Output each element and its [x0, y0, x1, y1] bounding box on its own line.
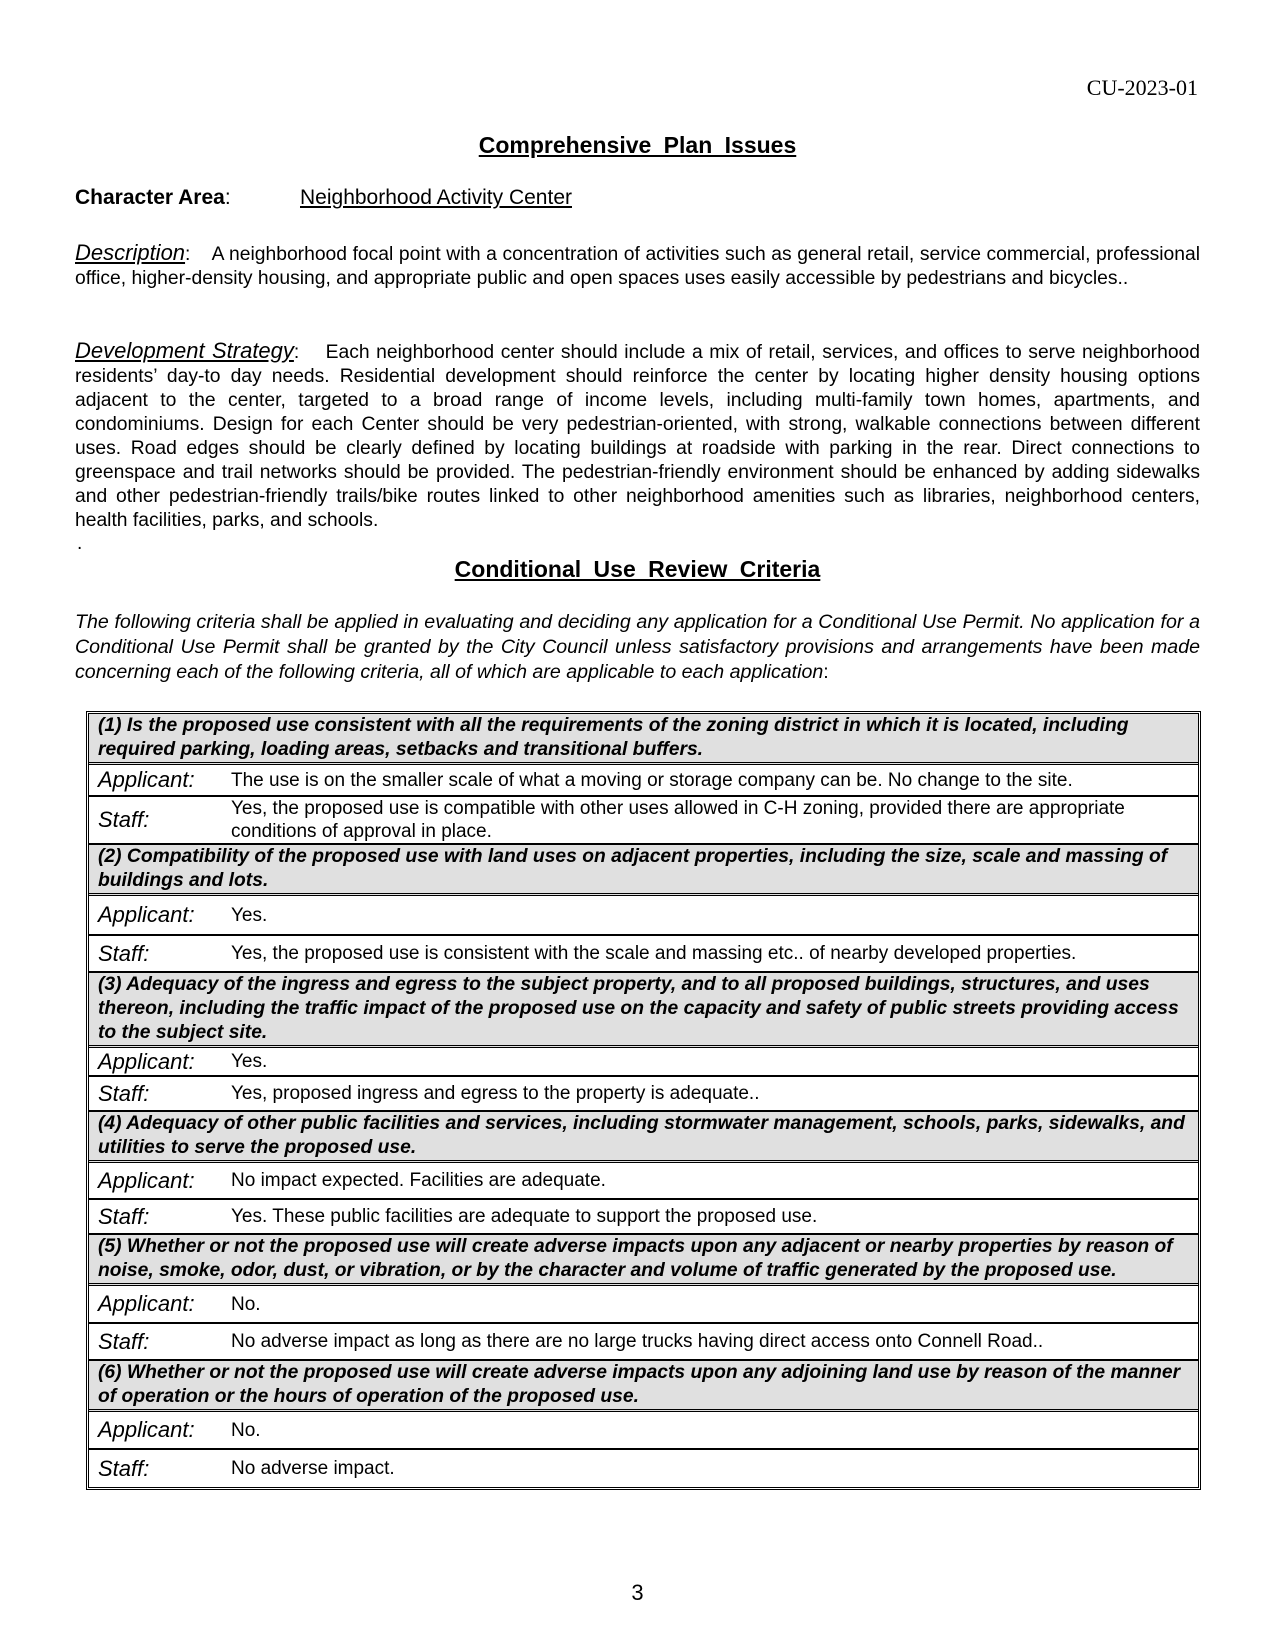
applicant-response: No.: [222, 1412, 1198, 1450]
staff-response: No adverse impact.: [222, 1450, 1198, 1487]
staff-response: Yes. These public facilities are adequate to support the proposed use.: [222, 1200, 1198, 1235]
staff-response: No adverse impact as long as there are no large trucks having direct access onto Connell Road..: [222, 1324, 1198, 1361]
applicant-response: The use is on the smaller scale of what a moving or storage company can be. No change to the site.: [222, 765, 1198, 797]
staff-row: [89, 797, 1198, 845]
criterion-text: (1) Is the proposed use consistent with all the requirements of the zoning district in which it is located, including required parking, loading areas, setbacks and transitional buffers.: [89, 714, 1198, 765]
development-strategy-label: Development Strategy: [75, 338, 294, 363]
staff-response: Yes, the proposed use is compatible with other uses allowed in C-H zoning, provided there are appropriate conditions of approval in place.: [222, 797, 1198, 845]
description-text: A neighborhood focal point with a concentration of activities such as general retail, service commercial, professional office, higher-density housing, and appropriate public and open spaces uses easily accessible by pedestrians and bicycles..: [75, 244, 1200, 289]
applicant-row: [89, 765, 1198, 797]
criterion-row: [89, 1112, 1198, 1163]
description-label: Description: [75, 240, 186, 265]
review-intro-text: The following criteria shall be applied in evaluating and deciding any application for a Conditional Use Permit. No application for a Conditional Use Permit shall be granted by the City Council unless satisfactory provisions and arrangements have been made concerning each of the following criteria, all of which are applicable to each application: [75, 611, 1200, 683]
criterion-row: [89, 1361, 1198, 1412]
criterion-row: [89, 973, 1198, 1048]
development-strategy-text: Each neighborhood center should include a mix of retail, services, and offices to serve neighborhood residents’ day-to day needs. Residential development should reinforce the center by locating higher density housing options adjacent to the center, targeted to a broad range of income levels, including multi-family town homes, apartments, and condominiums. Design for each Center should be very pedestrian-oriented, with strong, walkable connections between different uses. Road edges should be clearly defined by locating buildings at roadside with parking in the rear. Direct connections to greenspace and trail networks should be provided. The pedestrian-friendly environment should be enhanced by adding sidewalks and other pedestrian-friendly trails/bike routes linked to other neighborhood amenities such as libraries, neighborhood centers, health facilities, parks, and schools.: [75, 342, 1200, 531]
review-criteria-heading: Conditional Use Review Criteria: [454, 556, 821, 582]
criterion-text: (6) Whether or not the proposed use will create adverse impacts upon any adjoining land use by reason of the manner of operation or the hours of operation of the proposed use.: [89, 1361, 1198, 1412]
criterion-text: (4) Adequacy of other public facilities and services, including stormwater management, schools, parks, sidewalks, and utilities to serve the proposed use.: [89, 1112, 1198, 1163]
character-area-label: Character Area: [75, 186, 225, 209]
applicant-label: Applicant:: [89, 1412, 222, 1450]
applicant-row: [89, 1048, 1198, 1077]
comprehensive-plan-heading: Comprehensive Plan Issues: [478, 132, 797, 158]
applicant-row: [89, 896, 1198, 936]
description-paragraph: Description: A neighborhood focal point with a concentration of activities such as general retail, service commercial, professional office, higher-density housing, and appropriate public and open spaces uses easily accessible by pedestrians and bicycles..: [75, 240, 1200, 289]
applicant-label: Applicant:: [89, 1048, 222, 1077]
staff-label: Staff:: [89, 1450, 222, 1487]
applicant-response: Yes.: [222, 1048, 1198, 1077]
staff-row: [89, 1324, 1198, 1361]
character-area: [75, 186, 572, 210]
staff-row: [89, 1450, 1198, 1487]
review-intro-colon: :: [823, 661, 829, 683]
development-strategy-paragraph: Development Strategy: Each neighborhood center should include a mix of retail, services, and offices to serve neighborhood residents’ day-to day needs. Residential development should reinforce the center by locating higher density housing options adjacent to the center, targeted to a broad range of income levels, including multi-family town homes, apartments, and condominiums. Design for each Center should be very pedestrian-oriented, with strong, walkable connections between different uses. Road edges should be clearly defined by locating buildings at roadside with parking in the rear. Direct connections to greenspace and trail networks should be provided. The pedestrian-friendly environment should be enhanced by adding sidewalks and other pedestrian-friendly trails/bike routes linked to other neighborhood amenities such as libraries, neighborhood centers, health facilities, parks, and schools.: [75, 338, 1200, 531]
staff-response: Yes, proposed ingress and egress to the property is adequate..: [222, 1077, 1198, 1112]
staff-response: Yes, the proposed use is consistent with the scale and massing etc.. of nearby developed properties.: [222, 936, 1198, 973]
page-number: 3: [631, 1580, 644, 1605]
applicant-row: [89, 1412, 1198, 1450]
staff-row: [89, 936, 1198, 973]
case-number: CU-2023-01: [1086, 75, 1198, 100]
criterion-row: [89, 714, 1198, 765]
criteria-table-body: [89, 714, 1198, 1487]
staff-label: Staff:: [89, 936, 222, 973]
staff-label: Staff:: [89, 1324, 222, 1361]
applicant-label: Applicant:: [89, 765, 222, 797]
criteria-table: [86, 711, 1201, 1490]
applicant-row: [89, 1163, 1198, 1200]
staff-row: [89, 1200, 1198, 1235]
applicant-response: Yes.: [222, 896, 1198, 936]
criterion-row: [89, 845, 1198, 896]
applicant-response: No impact expected. Facilities are adequate.: [222, 1163, 1198, 1200]
applicant-row: [89, 1286, 1198, 1324]
staff-label: Staff:: [89, 1077, 222, 1112]
review-intro: [75, 610, 1200, 685]
criterion-text: (5) Whether or not the proposed use will create adverse impacts upon any adjacent or nearby properties by reason of noise, smoke, odor, dust, or vibration, or by the character and volume of traffic generated by the proposed use.: [89, 1235, 1198, 1286]
trailing-mark: .: [77, 533, 83, 554]
applicant-label: Applicant:: [89, 1286, 222, 1324]
staff-label: Staff:: [89, 797, 222, 845]
criterion-text: (3) Adequacy of the ingress and egress to the subject property, and to all proposed buildings, structures, and uses thereon, including the traffic impact of the proposed use on the capacity and safety of public streets providing access to the subject site.: [89, 973, 1198, 1048]
criterion-row: [89, 1235, 1198, 1286]
character-area-value: Neighborhood Activity Center: [300, 186, 572, 209]
applicant-label: Applicant:: [89, 1163, 222, 1200]
criterion-text: (2) Compatibility of the proposed use with land uses on adjacent properties, including the size, scale and massing of buildings and lots.: [89, 845, 1198, 896]
staff-label: Staff:: [89, 1200, 222, 1235]
staff-row: [89, 1077, 1198, 1112]
applicant-label: Applicant:: [89, 896, 222, 936]
applicant-response: No.: [222, 1286, 1198, 1324]
character-area-colon: :: [224, 186, 231, 209]
